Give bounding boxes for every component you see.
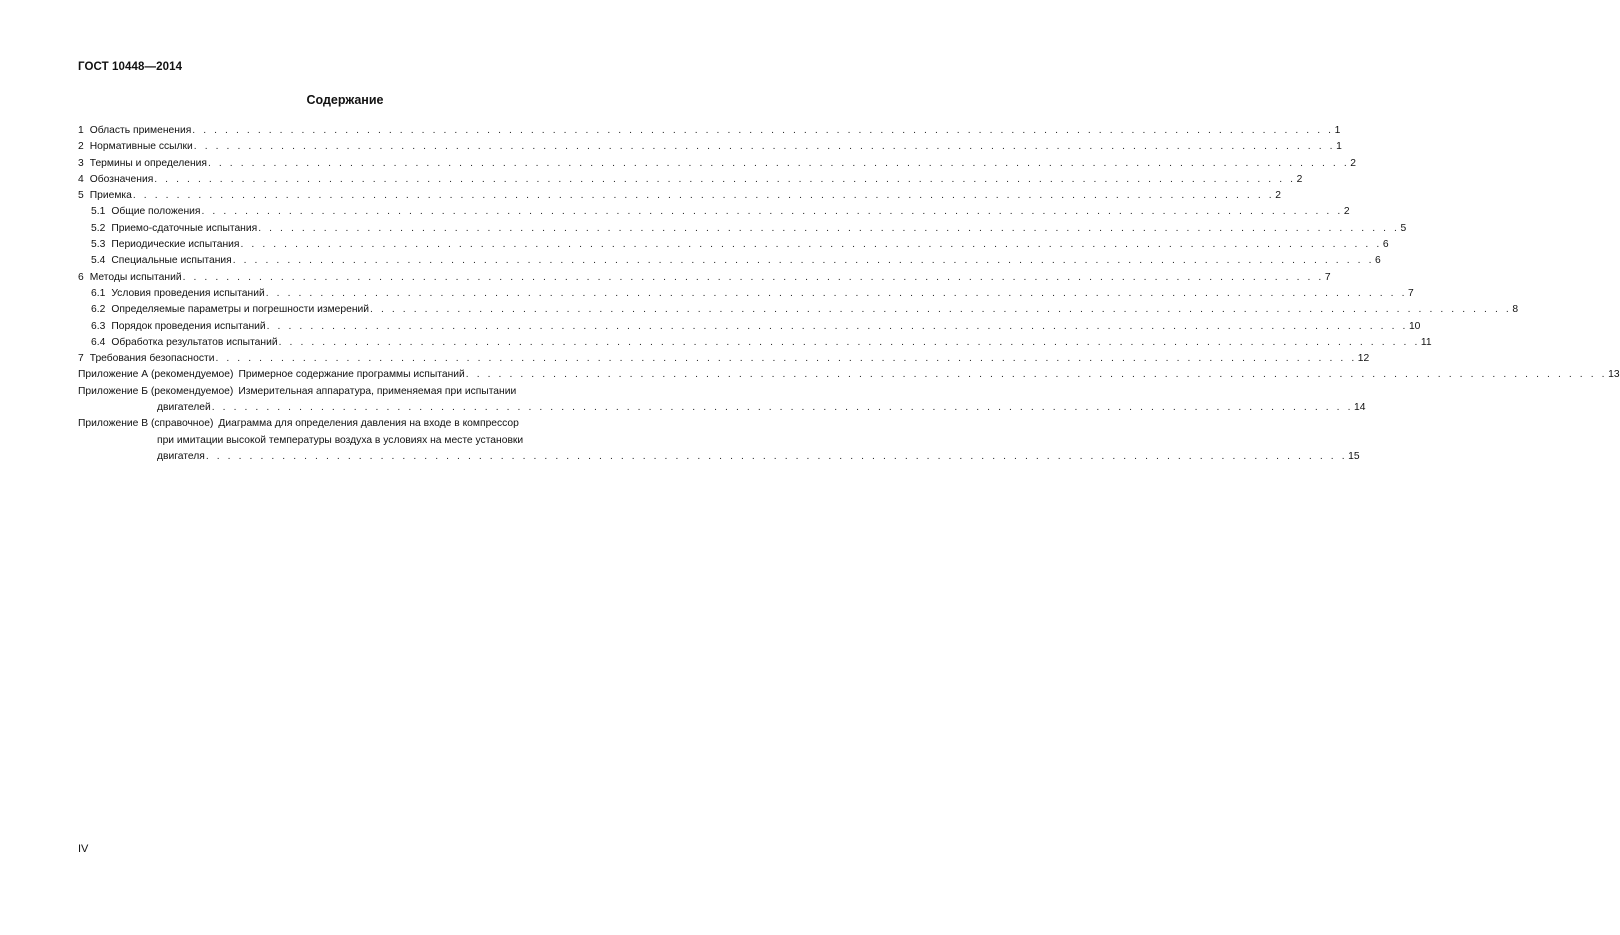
toc-entry[interactable] [78,221,1407,237]
appendix-prefix: Приложение Б (рекомендуемое) [78,385,234,397]
leader-dots [266,286,1407,302]
toc-entry-title: Нормативные ссылки [89,141,193,153]
appendix-title-line: Измерительная аппаратура, применяемая при испытании [238,385,517,397]
toc-list [78,123,1519,367]
page-number: 10 [1408,320,1421,332]
leader-dots [215,351,1356,367]
toc-entry-label [78,351,214,367]
page-number: 13 [1608,369,1620,381]
toc-entry-label [91,319,266,335]
page-number: 1 [1336,141,1342,153]
toc-entry-label [78,188,132,204]
toc-entry-number: 5.2 [91,222,106,234]
table-of-contents [78,123,1620,465]
leader-dots [241,237,1382,253]
toc-entry-label [78,156,207,172]
toc-appendix-b-last-line[interactable] [78,400,1366,416]
toc-entry-title: Условия проведения испытаний [111,287,265,299]
leader-dots [183,270,1324,286]
toc-entry[interactable] [78,270,1331,286]
toc-entry-label [91,221,257,237]
toc-entry-label [91,204,201,220]
page-number: 2 [1275,190,1281,202]
appendix-prefix: Приложение В (справочное) [78,418,214,430]
toc-appendix-v-line-2 [78,433,614,449]
leader-dots [279,335,1420,351]
leader-dots [233,253,1374,269]
toc-entry[interactable] [78,253,1381,269]
toc-entry[interactable] [78,237,1389,253]
toc-entry-label [78,172,153,188]
toc-entry[interactable] [78,123,1341,139]
toc-entry-number: 6.1 [91,287,106,299]
appendix-title-line: Диаграмма для определения давления на входе в компрессор [218,418,519,430]
toc-entry-number: 4 [78,173,84,185]
leader-dots [208,156,1349,172]
toc-entry-label [91,302,369,318]
page-number: 2 [1343,206,1350,218]
toc-entry-title: Специальные испытания [111,255,232,267]
toc-entry-number: 6.4 [91,336,106,348]
page-number: 15 [1348,450,1360,462]
toc-entry-number: 3 [78,157,84,169]
toc-entry-label [78,270,182,286]
page-number: 11 [1420,336,1432,348]
toc-entry[interactable] [78,286,1414,302]
toc-entry-title: Периодические испытания [111,239,240,251]
page-footer-number: IV [78,843,89,855]
appendix-title: двигателей [157,402,211,414]
toc-entry[interactable] [78,302,1519,318]
page-number: 12 [1357,353,1370,365]
leader-dots [267,319,1408,335]
page-title: Содержание [306,93,384,107]
toc-entry-title: Методы испытаний [89,271,182,283]
toc-entry-title: Область применения [89,125,192,136]
document-header: ГОСТ 10448—2014 [78,61,183,73]
page-number: 14 [1354,402,1366,414]
leader-dots [194,139,1335,155]
leader-dots [192,123,1333,139]
toc-entry-number: 5.3 [91,239,106,251]
toc-entry-title: Термины и определения [89,157,207,169]
appendix-prefix: Приложение А (рекомендуемое) [78,369,234,381]
toc-entry-title: Обозначения [89,173,154,185]
page-number: 6 [1375,255,1381,267]
toc-entry-label [91,253,232,269]
page-number: 2 [1296,173,1303,185]
toc-entry-number: 5 [78,190,84,202]
leader-dots [206,449,1347,465]
toc-entry-title: Общие положения [111,206,201,218]
toc-appendix-v-last-line[interactable] [78,449,1360,465]
toc-entry-title: Приемо-сдаточные испытания [111,222,258,234]
toc-entry-number: 1 [78,125,84,136]
page-number: 6 [1382,239,1389,251]
appendix-title: Примерное содержание программы испытаний [238,369,465,381]
toc-entry[interactable] [78,172,1303,188]
page-number: 8 [1512,304,1519,316]
toc-entry-number: 5.4 [91,255,106,267]
page-number: 7 [1324,271,1331,283]
toc-entry-title: Приемка [89,190,132,202]
toc-entry-number: 6 [78,271,84,283]
toc-entry-title: Определяемые параметры и погрешности измерений [111,304,370,316]
leader-dots [133,188,1274,204]
toc-entry-title: Обработка результатов испытаний [111,336,278,348]
toc-entry-label [91,237,240,253]
leader-dots [212,400,1353,416]
toc-entry[interactable] [78,351,1370,367]
toc-entry-label [91,335,278,351]
toc-entry-label [91,286,265,302]
toc-appendix-a[interactable] [78,367,1620,383]
toc-entry[interactable] [78,204,1350,220]
toc-entry[interactable] [78,319,1421,335]
toc-appendix-v[interactable] [78,416,614,432]
toc-entry[interactable] [78,156,1357,172]
leader-dots [154,172,1295,188]
appendix-title: двигателя [157,450,205,462]
toc-entry-title: Требования безопасности [89,353,215,365]
page-number: 5 [1400,222,1407,234]
toc-entry-number: 7 [78,353,84,365]
toc-entry-title: Порядок проведения испытаний [111,320,266,332]
page-number: 2 [1350,157,1357,169]
toc-entry-number: 6.3 [91,320,106,332]
page-number: 7 [1408,287,1414,299]
toc-entry[interactable] [78,139,1342,155]
toc-entry-number: 2 [78,141,84,153]
toc-entry-label [78,139,193,155]
appendix-title-line: при имитации высокой температуры воздуха в условиях на месте установки [157,434,524,446]
toc-entry-number: 5.1 [91,206,106,218]
toc-entry-number: 6.2 [91,304,106,316]
leader-dots [202,204,1343,220]
page-number: 1 [1334,125,1341,136]
leader-dots [258,221,1399,237]
toc-entry[interactable] [78,335,1432,351]
toc-entry-label [78,123,191,139]
toc-entry[interactable] [78,188,1281,204]
toc-appendix-b[interactable] [78,384,614,400]
leader-dots [466,367,1607,383]
leader-dots [370,302,1511,318]
